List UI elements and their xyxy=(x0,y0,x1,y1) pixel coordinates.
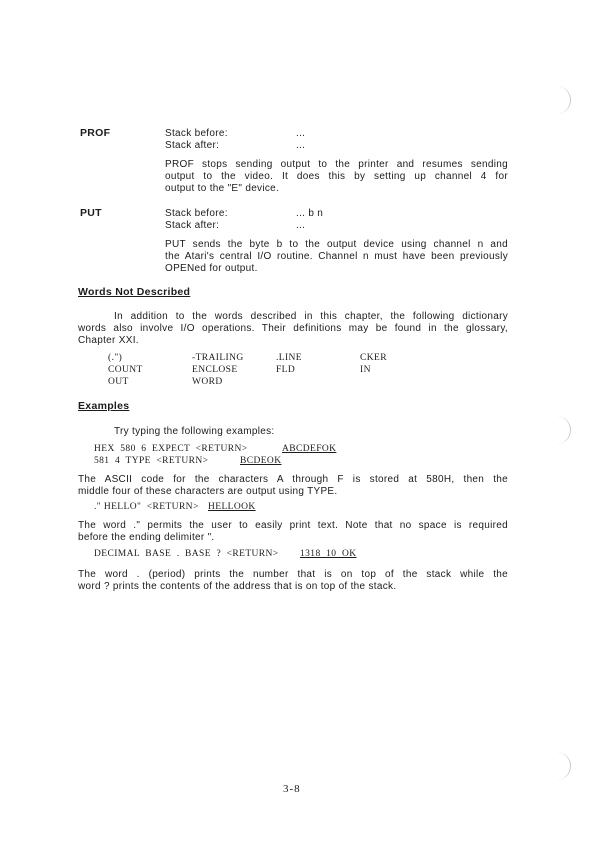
words-not-described-intro xyxy=(78,311,508,347)
example-1-line-2-output: BCDEOK xyxy=(240,456,282,466)
words-table-cell: COUNT xyxy=(108,365,143,375)
binder-hole-bottom xyxy=(552,752,571,780)
example-1-line-1-output: ABCDEFOK xyxy=(282,444,337,454)
put-stack-before-value: ... b n xyxy=(296,208,324,219)
ex3-desc-line-2: word ? prints the contents of the address that is on top of the stack. xyxy=(78,581,397,592)
example-1-line-2-code: 581 4 TYPE <RETURN> xyxy=(94,456,209,466)
put-term: PUT xyxy=(80,207,102,219)
wnd-intro-line-2: words also involve I/O operations. Their definitions may be found in the glossary, xyxy=(78,323,508,334)
put-desc-line-1: PUT sends the byte b to the output device using channel n and xyxy=(165,239,508,250)
page-number: 3-8 xyxy=(283,783,301,795)
ex1-desc-line-1: The ASCII code for the characters A through F is stored at 580H, then the xyxy=(78,474,508,485)
put-description xyxy=(165,239,508,275)
prof-term: PROF xyxy=(80,127,111,139)
prof-stack-before-value: ... xyxy=(296,128,306,139)
example-1-description xyxy=(78,474,508,498)
prof-desc-line-3: output to the "E" device. xyxy=(165,183,280,194)
wnd-intro-line-3: Chapter XXI. xyxy=(78,335,139,346)
words-table-cell: IN xyxy=(360,365,371,375)
ex2-desc-line-1: The word ." permits the user to easily print text. Note that no space is required xyxy=(78,520,508,531)
words-table-cell: FLD xyxy=(276,365,296,375)
example-3-code: DECIMAL BASE . BASE ? <RETURN> xyxy=(94,549,279,559)
example-1-line-1-code: HEX 580 6 EXPECT <RETURN> xyxy=(94,444,248,454)
prof-description xyxy=(165,159,508,195)
words-table-cell: ENCLOSE xyxy=(192,365,238,375)
prof-stack-after-value: ... xyxy=(296,140,306,151)
ex1-desc-line-2: middle four of these characters are output using TYPE. xyxy=(78,486,338,497)
prof-desc-line-1: PROF stops sending output to the printer and resumes sending xyxy=(165,159,508,170)
words-not-described-heading: Words Not Described xyxy=(78,286,191,298)
example-2-code: ." HELLO" <RETURN> xyxy=(94,502,199,512)
binder-hole-top xyxy=(552,86,571,114)
words-table-cell: (.") xyxy=(108,353,123,363)
put-desc-line-3: OPENed for output. xyxy=(165,263,258,274)
wnd-intro-line-1: In addition to the words described in this chapter, the following dictionary xyxy=(114,311,508,322)
words-table-cell: WORD xyxy=(192,377,223,387)
words-table-cell: .LINE xyxy=(276,353,303,363)
put-stack-after-label: Stack after: xyxy=(165,220,220,231)
example-2-output: HELLOOK xyxy=(208,502,256,512)
prof-stack-before-label: Stack before: xyxy=(165,128,228,139)
prof-desc-line-2: output to the video. It does this by setting up channel 4 for xyxy=(165,171,508,182)
examples-heading: Examples xyxy=(78,400,130,412)
example-3-description xyxy=(78,569,508,593)
examples-intro: Try typing the following examples: xyxy=(114,426,275,437)
example-2-description xyxy=(78,520,508,544)
words-table-cell: OUT xyxy=(108,377,129,387)
words-table-cell: CKER xyxy=(360,353,387,363)
words-table-cell: -TRAILING xyxy=(192,353,244,363)
binder-hole-middle xyxy=(552,416,571,444)
prof-stack-after-label: Stack after: xyxy=(165,140,220,151)
example-3-output: 1318 10 OK xyxy=(300,549,357,559)
ex3-desc-line-1: The word . (period) prints the number that is on top of the stack while the xyxy=(78,569,508,580)
put-stack-after-value: ... xyxy=(296,220,306,231)
put-desc-line-2: the Atari's central I/O routine. Channel n must have been previously xyxy=(165,251,508,262)
put-stack-before-label: Stack before: xyxy=(165,208,228,219)
ex2-desc-line-2: before the ending delimiter ". xyxy=(78,532,215,543)
